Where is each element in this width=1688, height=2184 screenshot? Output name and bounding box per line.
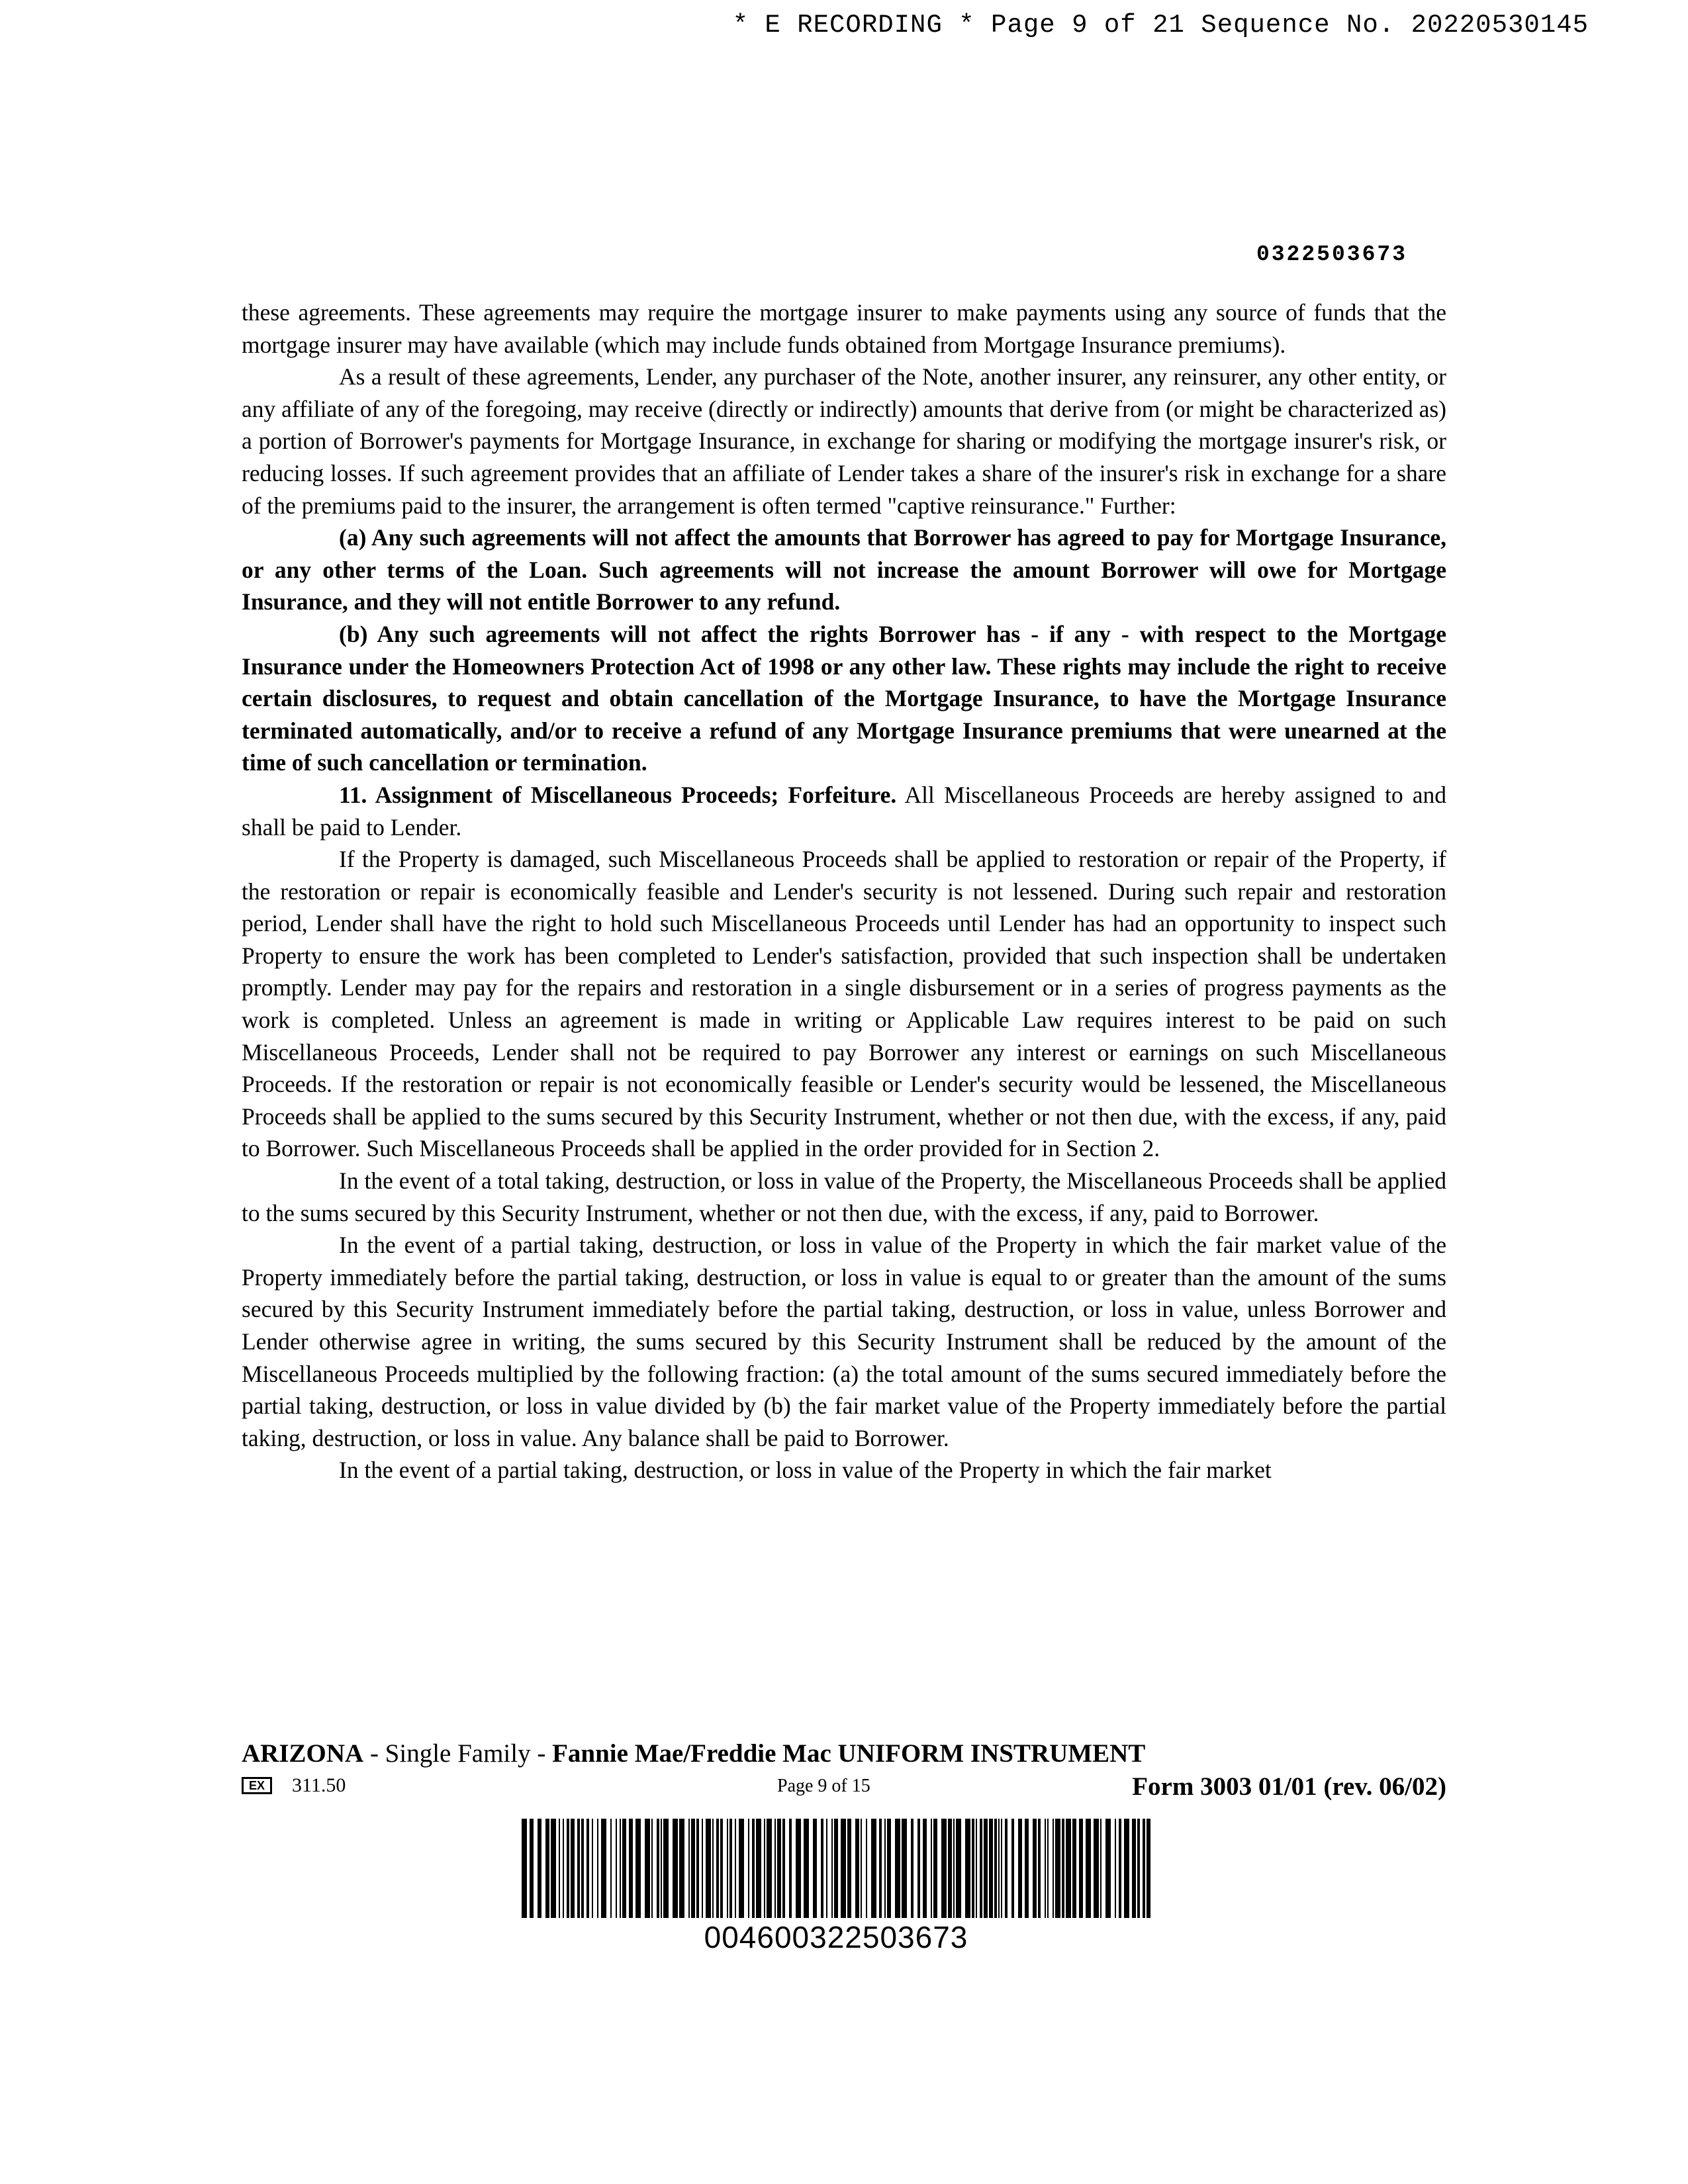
barcode — [522, 1819, 1150, 1918]
barcode-bar — [847, 1819, 851, 1918]
barcode-bar — [571, 1819, 575, 1918]
barcode-bar — [855, 1819, 859, 1918]
paragraph-captive-reinsurance: As a result of these agreements, Lender, any purchaser of the Note, another insurer, any reinsurer, any other entity, or any affiliate of any of the foregoing, may receive (directly or indirectly) amounts that derive from (or might be characterized as) a portion of Borrower's payments for Mortgage Insurance, in exchange for sharing or modifying the mortgage insurer's risk, or reducing losses. If such agreement provides that an affiliate of Lender takes a share of the insurer's risk in exchange for a share of the premiums paid to the insurer, the arrangement is often termed "captive reinsurance." Further: — [242, 363, 1446, 519]
form-code-icon: EX — [242, 1777, 272, 1794]
section-11-heading: 11. Assignment of Miscellaneous Proceeds; Forfeiture. — [339, 781, 897, 808]
barcode-bar — [821, 1819, 823, 1918]
footer-state: ARIZONA — [242, 1739, 364, 1768]
barcode-bar — [789, 1819, 792, 1918]
paragraph-clause-a: (a) Any such agreements will not affect the amounts that Borrower has agreed to pay for Mortgage Insurance, or any other terms of the Loan. Such agreements will not increase the amount Borrower will owe for Mortgage Insurance, and they will not entitle Borrower to any refund. — [242, 524, 1446, 615]
barcode-bar — [895, 1819, 900, 1918]
barcode-bar — [777, 1819, 781, 1918]
paragraph-clause-b: (b) Any such agreements will not affect the rights Borrower has - if any - with respect to the Mortgage Insurance under the Homeowners Protection Act of 1998 or any other law. These rights may include the right to receive certain disclosures, to request and obtain cancellation of the Mortgage Insurance, to have the Mortgage Insurance terminated automatically, and/or to receive a refund of any Mortgage Insurance premiums that were unearned at the time of such cancellation or termination. — [242, 620, 1446, 776]
barcode-bar — [673, 1819, 678, 1918]
barcode-bar — [931, 1819, 932, 1918]
barcode-bar — [994, 1819, 997, 1918]
barcode-bar — [729, 1819, 732, 1918]
barcode-bar — [1066, 1819, 1071, 1918]
barcode-bar — [1079, 1819, 1083, 1918]
page-indicator: Page 9 of 15 — [777, 1776, 870, 1796]
barcode-bar — [887, 1819, 891, 1918]
barcode-bar — [861, 1819, 862, 1918]
footer-instrument-title — [242, 1739, 1145, 1768]
barcode-bar — [1062, 1819, 1064, 1918]
recording-header: * E RECORDING * Page 9 of 21 Sequence No. 20220530145 — [732, 11, 1589, 40]
barcode-bar — [831, 1819, 833, 1918]
barcode-bar — [645, 1819, 650, 1918]
barcode-bar — [1025, 1819, 1029, 1918]
barcode-bar — [559, 1819, 560, 1918]
barcode-bar — [917, 1819, 920, 1918]
barcode-bar — [923, 1819, 927, 1918]
barcode-bar — [610, 1819, 612, 1918]
barcode-bar — [597, 1819, 598, 1918]
barcode-bar — [1053, 1819, 1054, 1918]
barcode-bar — [976, 1819, 977, 1918]
barcode-bar — [581, 1819, 584, 1918]
barcode-bar — [748, 1819, 749, 1918]
barcode-bar — [1115, 1819, 1116, 1918]
barcode-bar — [1143, 1819, 1145, 1918]
barcode-bar — [601, 1819, 606, 1918]
barcode-bar — [657, 1819, 659, 1918]
barcode-bar — [586, 1819, 589, 1918]
barcode-bar — [1018, 1819, 1022, 1918]
barcode-bar — [774, 1819, 776, 1918]
footer-form-line — [242, 1772, 1446, 1805]
paragraph-partial-taking-continued: In the event of a partial taking, destruction, or loss in value of the Property in which the fair market — [339, 1457, 1272, 1484]
footer-publisher: Fannie Mae/Freddie Mac UNIFORM INSTRUMENT — [552, 1739, 1146, 1768]
barcode-bar — [538, 1819, 541, 1918]
barcode-bar — [1033, 1819, 1037, 1918]
barcode-bar — [1072, 1819, 1076, 1918]
paragraph-total-taking: In the event of a total taking, destruction, or loss in value of the Property, the Miscellaneous Proceeds shall be applied to the sums secured by this Security Instrument, whether or not then due, with the excess, if any, paid to Borrower. — [242, 1167, 1446, 1226]
barcode-bar — [871, 1819, 876, 1918]
barcode-bar — [980, 1819, 982, 1918]
barcode-bar — [696, 1819, 699, 1918]
barcode-bar — [616, 1819, 617, 1918]
barcode-bars — [522, 1819, 1150, 1918]
barcode-bar — [706, 1819, 711, 1918]
barcode-bar — [592, 1819, 593, 1918]
barcode-bar — [727, 1819, 728, 1918]
barcode-bar — [688, 1819, 690, 1918]
barcode-bar — [767, 1819, 772, 1918]
barcode-bar — [796, 1819, 801, 1918]
barcode-bar — [972, 1819, 974, 1918]
barcode-bar — [1047, 1819, 1049, 1918]
barcode-bar — [545, 1819, 549, 1918]
barcode-bar — [813, 1819, 817, 1918]
barcode-bar — [989, 1819, 993, 1918]
barcode-bar — [826, 1819, 827, 1918]
barcode-bar — [563, 1819, 564, 1918]
barcode-bar — [998, 1819, 1000, 1918]
barcode-bar — [691, 1819, 695, 1918]
barcode-bar — [1011, 1819, 1014, 1918]
paragraph-property-damaged: If the Property is damaged, such Miscellaneous Proceeds shall be applied to restoration or repair of the Property, if the restoration or repair is economically feasible and Lender's security is not lessened. During such repair and restoration period, Lender shall have the right to hold such Miscellaneous Proceeds until Lender has had an opportunity to inspect such Property to ensure the work has been completed to Lender's satisfaction, provided that such inspection shall be undertaken promptly. Lender may pay for the repairs and restoration in a single disbursement or in a series of progress payments as the work is completed. Unless an agreement is made in writing or Applicable Law requires interest to be paid on such Miscellaneous Proceeds, Lender shall not be required to pay Borrower any interest or earnings on such Miscellaneous Proceeds. If the restoration or repair is not economically feasible or Lender's security would be lessened, the Miscellaneous Proceeds shall be applied to the sums secured by this Security Instrument, whether or not then due, with the excess, if any, paid to Borrower. Such Miscellaneous Proceeds shall be applied in the order provided for in Section 2. — [242, 846, 1446, 1162]
barcode-bar — [720, 1819, 723, 1918]
barcode-bar — [712, 1819, 714, 1918]
barcode-bar — [522, 1819, 527, 1918]
document-number: 0322503673 — [1256, 242, 1407, 267]
barcode-bar — [651, 1819, 653, 1918]
barcode-bar — [841, 1819, 846, 1918]
barcode-bar — [902, 1819, 907, 1918]
barcode-bar — [933, 1819, 937, 1918]
barcode-bar — [679, 1819, 684, 1918]
barcode-bar — [1124, 1819, 1129, 1918]
barcode-bar — [1100, 1819, 1102, 1918]
barcode-bar — [567, 1819, 569, 1918]
footer-separator: - Single Family - — [363, 1739, 553, 1768]
barcode-bar — [1132, 1819, 1136, 1918]
barcode-bar — [866, 1819, 867, 1918]
barcode-bar — [622, 1819, 626, 1918]
barcode-bar — [739, 1819, 744, 1918]
barcode-bar — [965, 1819, 970, 1918]
barcode-bar — [1045, 1819, 1046, 1918]
barcode-bar — [716, 1819, 719, 1918]
barcode-bar — [1137, 1819, 1140, 1918]
barcode-bar — [1147, 1819, 1150, 1918]
barcode-bar — [879, 1819, 882, 1918]
barcode-bar — [764, 1819, 765, 1918]
barcode-bar — [804, 1819, 809, 1918]
barcode-bar — [752, 1819, 755, 1918]
barcode-bar — [629, 1819, 633, 1918]
barcode-bar — [956, 1819, 961, 1918]
section-11-text: All Miscellaneous Proceeds are hereby assigned to and shall be paid to Lender. — [242, 781, 1446, 841]
document-body — [242, 296, 1446, 1486]
barcode-bar — [1055, 1819, 1060, 1918]
barcode-bar — [1005, 1819, 1008, 1918]
barcode-number: 004600322503673 — [704, 1920, 968, 1954]
barcode-bar — [884, 1819, 886, 1918]
paragraph-partial-taking: In the event of a partial taking, destruction, or loss in value of the Property in which the fair market value of the Property immediately before the partial taking, destruction, or loss in value is equal to or greater than the amount of the sums secured by this Security Instrument immediately before the partial taking, destruction, or loss in value, unless Borrower and Lender otherwise agree in writing, the sums secured by this Security Instrument shall be reduced by the amount of the Miscellaneous Proceeds multiplied by the following fraction: (a) the total amount of the sums secured immediately before the partial taking, destruction, or loss in value divided by (b) the fair market value of the Property immediately before the partial taking, destruction, or loss in value. Any balance shall be paid to Borrower. — [242, 1232, 1446, 1451]
barcode-bar — [782, 1819, 785, 1918]
barcode-bar — [1001, 1819, 1002, 1918]
barcode-bar — [1119, 1819, 1121, 1918]
barcode-bar — [984, 1819, 988, 1918]
barcode-bar — [1094, 1819, 1099, 1918]
barcode-bar — [551, 1819, 556, 1918]
barcode-bar — [702, 1819, 703, 1918]
barcode-bar — [834, 1819, 838, 1918]
barcode-bar — [948, 1819, 952, 1918]
section-11-paragraph — [242, 779, 1446, 843]
barcode-bar — [577, 1819, 580, 1918]
barcode-bar — [953, 1819, 955, 1918]
barcode-bar — [530, 1819, 534, 1918]
barcode-bar — [735, 1819, 736, 1918]
barcode-bar — [941, 1819, 947, 1918]
paragraph-continuation: these agreements. These agreements may require the mortgage insurer to make payments using any source of funds that the mortgage insurer may have available (which may include funds obtained from Mortgage Insurance premiums). — [242, 299, 1446, 358]
barcode-bar — [661, 1819, 662, 1918]
form-code: 311.50 — [292, 1774, 346, 1796]
form-number: Form 3003 01/01 (rev. 06/02) — [1132, 1772, 1446, 1801]
barcode-bar — [1105, 1819, 1111, 1918]
barcode-bar — [663, 1819, 669, 1918]
barcode-bar — [756, 1819, 761, 1918]
barcode-bar — [635, 1819, 641, 1918]
barcode-bar — [911, 1819, 914, 1918]
barcode-bar — [620, 1819, 621, 1918]
barcode-bar — [1038, 1819, 1041, 1918]
barcode-bar — [1086, 1819, 1091, 1918]
